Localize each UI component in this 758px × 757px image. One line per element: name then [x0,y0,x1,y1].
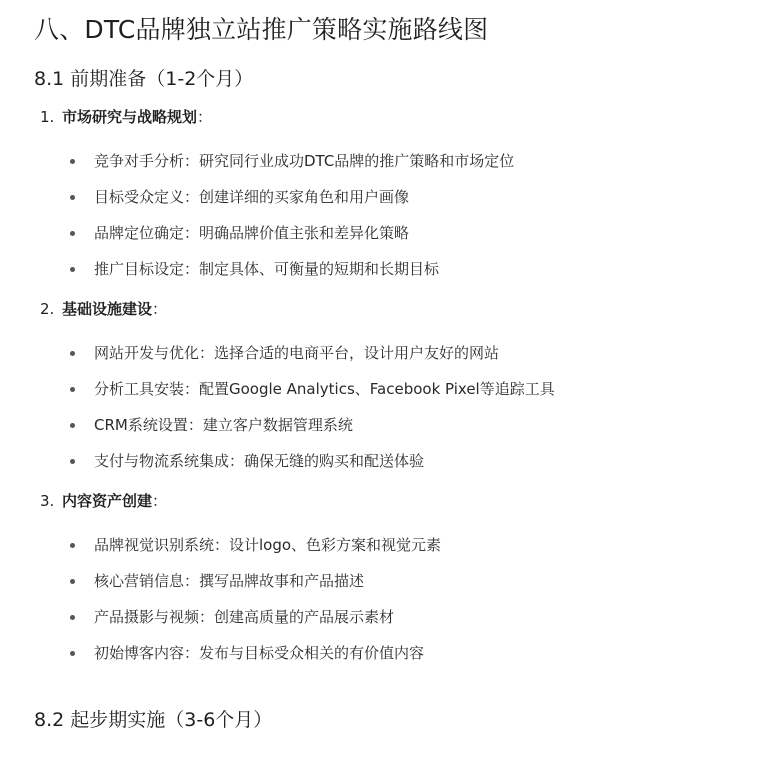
bullet-dot-icon [70,423,75,428]
list-item-2 [40,299,167,319]
bullet-dot-icon [70,543,75,548]
bullet-dot-icon [70,651,75,656]
bullet-text: 目标受众定义：创建详细的买家角色和用户画像 [94,188,410,206]
list-item-1 [40,107,212,127]
bullet-dot-icon [70,615,75,620]
bullet-dot-icon [70,459,75,464]
list-number: 1. [40,108,55,126]
bullet-text: 支付与物流系统集成：确保无缝的购买和配送体验 [94,452,425,470]
list-item-colon: ： [152,300,168,318]
list-item-colon: ： [152,492,168,510]
bullet-dot-icon [70,267,75,272]
bullet-dot-icon [70,387,75,392]
list-item-title: 市场研究与战略规划 [62,108,198,126]
bullet-text: 品牌视觉识别系统：设计logo、色彩方案和视觉元素 [94,536,442,554]
section-heading-8-2: 8.2 起步期实施（3-6个月） [34,709,273,731]
bullet-text: 核心营销信息：撰写品牌故事和产品描述 [94,572,365,590]
bullet-dot-icon [70,351,75,356]
bullet-dot-icon [70,231,75,236]
list-number: 2. [40,300,55,318]
bullet-text: CRM系统设置：建立客户数据管理系统 [94,416,353,434]
bullet-dot-icon [70,195,75,200]
bullet-text: 品牌定位确定：明确品牌价值主张和差异化策略 [94,224,410,242]
page-title: 八、DTC品牌独立站推广策略实施路线图 [34,15,489,44]
list-number: 3. [40,492,55,510]
list-item-title: 内容资产创建 [62,492,153,510]
list-item-colon: ： [197,108,213,126]
bullet-text: 初始博客内容：发布与目标受众相关的有价值内容 [94,644,425,662]
bullet-text: 推广目标设定：制定具体、可衡量的短期和长期目标 [94,260,440,278]
section-heading-8-1: 8.1 前期准备（1-2个月） [34,68,254,90]
bullet-text: 产品摄影与视频：创建高质量的产品展示素材 [94,608,395,626]
bullet-text: 分析工具安装：配置Google Analytics、Facebook Pixel等追踪工具 [94,380,555,398]
bullet-dot-icon [70,159,75,164]
list-item-title: 基础设施建设 [62,300,153,318]
list-item-3 [40,491,167,511]
bullet-dot-icon [70,579,75,584]
bullet-text: 竞争对手分析：研究同行业成功DTC品牌的推广策略和市场定位 [94,152,515,170]
bullet-text: 网站开发与优化：选择合适的电商平台，设计用户友好的网站 [94,344,500,362]
